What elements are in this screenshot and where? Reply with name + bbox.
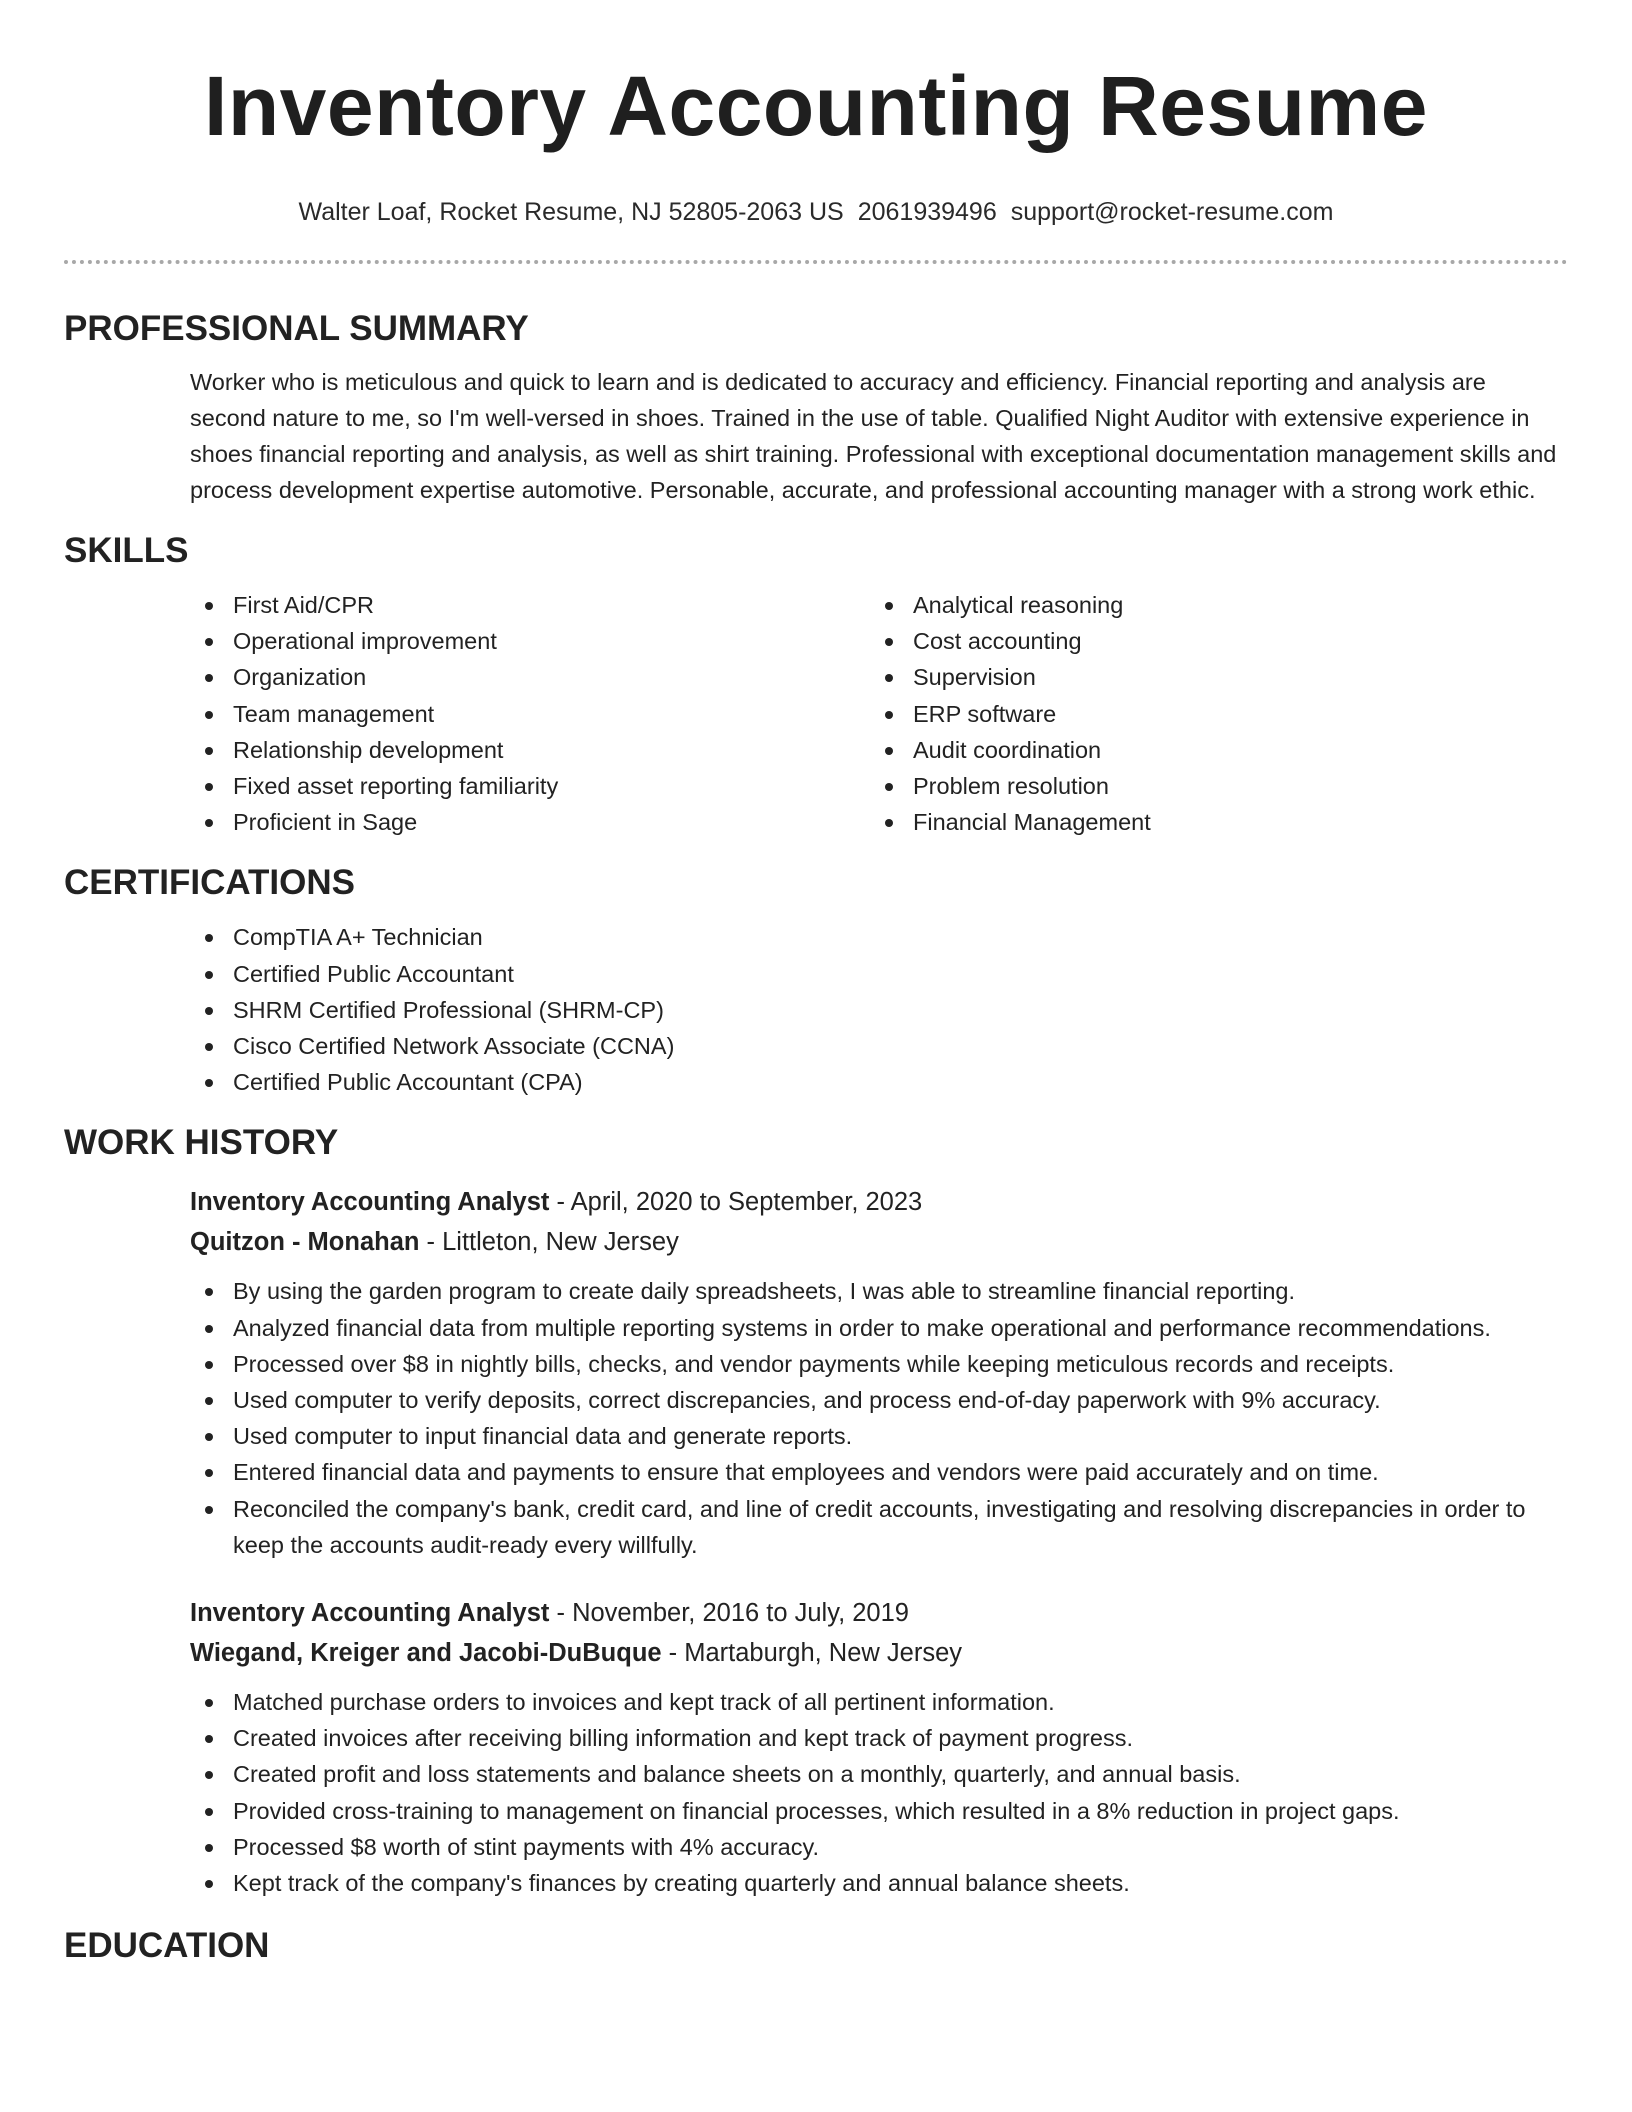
list-item: Fixed asset reporting familiarity	[190, 768, 870, 804]
job-bullets	[190, 1273, 1568, 1563]
summary-heading: PROFESSIONAL SUMMARY	[64, 309, 529, 348]
contact-email: support@rocket-resume.com	[1010, 198, 1334, 226]
summary-text: Worker who is meticulous and quick to learn and is dedicated to accuracy and efficiency. Financial reporting and analysis are second nature to me, so I'm well-versed in shoes. Trained in the use of table. Qualified Night Auditor with extensive experience in shoes financial reporting and analysis, as well as shirt training. Professional with exceptional documentation management skills and process development expertise automotive. Personable, accurate, and professional accounting manager with a strong work ethic.	[190, 369, 1557, 503]
education-heading: EDUCATION	[64, 1926, 270, 1966]
list-item: Processed $8 worth of stint payments with 4% accuracy.	[190, 1829, 1568, 1865]
job-company: Quitzon - Monahan	[190, 1228, 420, 1257]
skills-heading: SKILLS	[64, 531, 189, 570]
job-title-line	[190, 1182, 1568, 1222]
contact-line	[64, 196, 1568, 228]
list-item: Problem resolution	[870, 768, 1550, 804]
job-company-line	[190, 1633, 1568, 1673]
list-item: Operational improvement	[190, 623, 870, 659]
job-entry	[190, 1182, 1568, 1563]
list-item: SHRM Certified Professional (SHRM-CP)	[190, 992, 1568, 1028]
certifications-list	[190, 919, 1568, 1100]
list-item: Used computer to input financial data and generate reports.	[190, 1418, 1568, 1454]
list-item: Cisco Certified Network Associate (CCNA)	[190, 1028, 1568, 1064]
job-title: Inventory Accounting Analyst	[190, 1188, 550, 1217]
list-item: Analytical reasoning	[870, 587, 1550, 623]
list-item: Relationship development	[190, 732, 870, 768]
list-item: Certified Public Accountant (CPA)	[190, 1064, 1568, 1100]
job-location: - Littleton, New Jersey	[419, 1228, 679, 1257]
list-item: Processed over $8 in nightly bills, checks, and vendor payments while keeping meticulous records and receipts.	[190, 1346, 1568, 1382]
list-item: Created profit and loss statements and balance sheets on a monthly, quarterly, and annual basis.	[190, 1756, 1568, 1792]
contact-address: Walter Loaf, Rocket Resume, NJ 52805-2063 US	[298, 198, 844, 226]
list-item: Proficient in Sage	[190, 804, 870, 840]
list-item: Provided cross-training to management on financial processes, which resulted in a 8% reduction in project gaps.	[190, 1793, 1568, 1829]
job-company: Wiegand, Kreiger and Jacobi-DuBuque	[190, 1639, 662, 1668]
contact-phone: 2061939496	[857, 198, 997, 226]
list-item: ERP software	[870, 696, 1550, 732]
job-location: - Martaburgh, New Jersey	[661, 1639, 963, 1668]
job-entry	[190, 1593, 1568, 1901]
header-divider	[64, 260, 1568, 264]
list-item: Audit coordination	[870, 732, 1550, 768]
work-history-heading: WORK HISTORY	[64, 1123, 339, 1163]
list-item: First Aid/CPR	[190, 587, 870, 623]
list-item: Analyzed financial data from multiple reporting systems in order to make operational and performance recommendations.	[190, 1310, 1568, 1346]
list-item: Team management	[190, 696, 870, 732]
list-item: Matched purchase orders to invoices and kept track of all pertinent information.	[190, 1684, 1568, 1720]
list-item: Kept track of the company's finances by creating quarterly and annual balance sheets.	[190, 1865, 1568, 1901]
job-title: Inventory Accounting Analyst	[190, 1599, 550, 1628]
list-item: Organization	[190, 659, 870, 695]
skills-list-right	[870, 587, 1550, 840]
list-item: CompTIA A+ Technician	[190, 919, 1568, 955]
list-item: Created invoices after receiving billing information and kept track of payment progress.	[190, 1720, 1568, 1756]
job-dates: - November, 2016 to July, 2019	[549, 1599, 909, 1628]
skills-grid	[190, 587, 1568, 840]
list-item: Reconciled the company's bank, credit card, and line of credit accounts, investigating and resolving discrepancies in order to keep the accounts audit-ready every willfully.	[190, 1491, 1568, 1563]
list-item: Cost accounting	[870, 623, 1550, 659]
list-item: Certified Public Accountant	[190, 956, 1568, 992]
list-item: Used computer to verify deposits, correct discrepancies, and process end-of-day paperwork with 9% accuracy.	[190, 1382, 1568, 1418]
job-company-line	[190, 1222, 1568, 1262]
page-title: Inventory Accounting Resume	[204, 59, 1428, 153]
list-item: By using the garden program to create daily spreadsheets, I was able to streamline financial reporting.	[190, 1273, 1568, 1309]
list-item: Financial Management	[870, 804, 1550, 840]
list-item: Entered financial data and payments to ensure that employees and vendors were paid accurately and on time.	[190, 1454, 1568, 1490]
job-bullets	[190, 1684, 1568, 1901]
job-title-line	[190, 1593, 1568, 1633]
certifications-heading: CERTIFICATIONS	[64, 863, 356, 903]
skills-list-left	[190, 587, 870, 840]
list-item: Supervision	[870, 659, 1550, 695]
job-dates: - April, 2020 to September, 2023	[549, 1188, 923, 1217]
